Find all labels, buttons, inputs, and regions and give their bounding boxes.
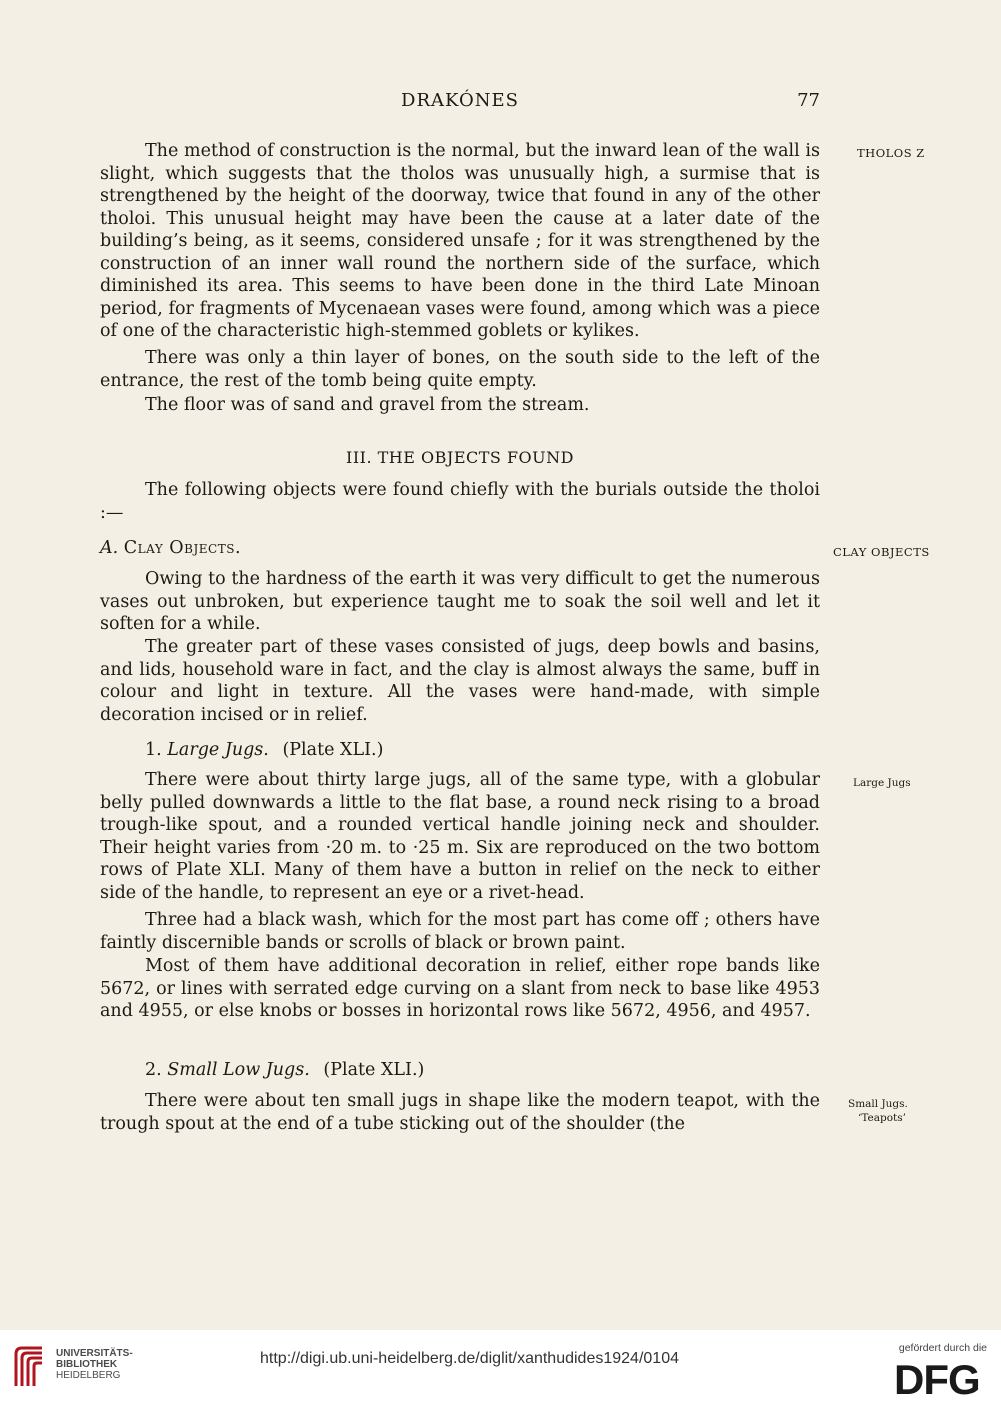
paragraph-vases: The greater part of these vases consisted of jugs, deep bowls and basins, and lids, household ware in fact, and the clay is almost always the same, buff in colour and light in texture. All the vases were hand-made, with simple decoration incised or in relief. [100, 637, 820, 725]
paragraph-construction: The method of construction is the normal, but the inward lean of the wall is slight, which suggests that the tholos was unusually high, a surmise that is strengthened by the height of the doorway, twice that found in any of the other tholoi. This unusual height may have been the cause at a later date of the building’s being, as it seems, considered unsafe ; for it was strengthened by the construction of an inner wall round the northern side of the surface, which diminished its area. This seems to have been done in the third Late Minoan period, for fragments of Mycenaean vases were found, among which was a piece of one of the characteristic high-stemmed goblets or kylikes. [100, 141, 820, 341]
library-line-3: HEIDELBERG [56, 1370, 121, 1381]
permalink-url[interactable]: http://digi.ub.uni-heidelberg.de/diglit/xanthudides1924/0104 [260, 1350, 679, 1367]
margin-note-large-jugs: Large Jugs [853, 777, 911, 789]
paragraph-black-wash: Three had a black wash, which for the most part has come off ; others have faintly discernible bands or scrolls of black or brown paint. [100, 910, 820, 953]
library-line-2: BIBLIOTHEK [56, 1359, 118, 1370]
dfg-logo-icon [892, 1356, 987, 1398]
university-library-logo-icon [12, 1342, 52, 1388]
paragraph-bones: There was only a thin layer of bones, on the south side to the left of the entrance, the rest of the tomb being quite empty. [100, 348, 820, 391]
item-plate: (Plate XLI.) [282, 740, 384, 760]
item-title: Large Jugs. [167, 740, 269, 760]
running-title: DRAKÓNES [401, 90, 519, 111]
page-number: 77 [797, 90, 820, 111]
item-number: 1. [145, 740, 162, 760]
margin-note-teapots: ‘Teapots’ [858, 1112, 906, 1124]
funded-by-caption: gefördert durch die [898, 1342, 987, 1354]
margin-note-tholos: THOLOS Z [857, 146, 925, 160]
paragraph-hardness: Owing to the hardness of the earth it was very difficult to get the numerous vases out unbroken, but experience taught me to soak the soil well and let it soften for a while. [100, 569, 820, 634]
section-heading: III. THE OBJECTS FOUND [346, 448, 574, 467]
paragraph-objects-intro: The following objects were found chiefly with the burials outside the tholoi :— [100, 480, 820, 523]
item-heading-large-jugs [145, 740, 383, 760]
margin-note-clay-objects: CLAY OBJECTS [833, 545, 930, 559]
subsection-letter: A. [100, 538, 119, 558]
paragraph-small-jugs: There were about ten small jugs in shape like the modern teapot, with the trough spout at the end of a tube sticking out of the shoulder (the [100, 1091, 820, 1134]
subsection-heading-clay-objects [100, 538, 241, 558]
library-line-1: UNIVERSITÄTS- [56, 1348, 133, 1359]
paragraph-large-jugs: There were about thirty large jugs, all of the same type, with a globular belly pulled downwards a little to the flat base, a round neck rising to a broad trough-like spout, and a rounded vertical handle joining neck and shoulder. Their height varies from ·20 m. to ·25 m. Six are reproduced on the two bottom rows of Plate XLI. Many of them have a button in relief on the neck to either side of the handle, to represent an eye or a rivet-head. [100, 770, 820, 903]
item-plate: (Plate XLI.) [323, 1060, 425, 1080]
paragraph-floor: The floor was of sand and gravel from the stream. [145, 395, 590, 415]
item-number: 2. [145, 1060, 162, 1080]
subsection-title: Clay Objects. [123, 538, 242, 558]
item-title: Small Low Jugs. [167, 1060, 310, 1080]
dfg-logo-text: DFG [894, 1356, 980, 1398]
digitization-footer [0, 1330, 1001, 1405]
margin-note-small-jugs: Small Jugs. [848, 1098, 908, 1110]
item-heading-small-jugs [145, 1060, 424, 1080]
library-name [56, 1348, 133, 1381]
page-header [100, 90, 820, 120]
paragraph-relief-decoration: Most of them have additional decoration in relief, either rope bands like 5672, or lines with serrated edge curving on a slant from neck to base like 4953 and 4955, or else knobs or bosses in horizontal rows like 5672, 4956, and 4957. [100, 956, 820, 1021]
